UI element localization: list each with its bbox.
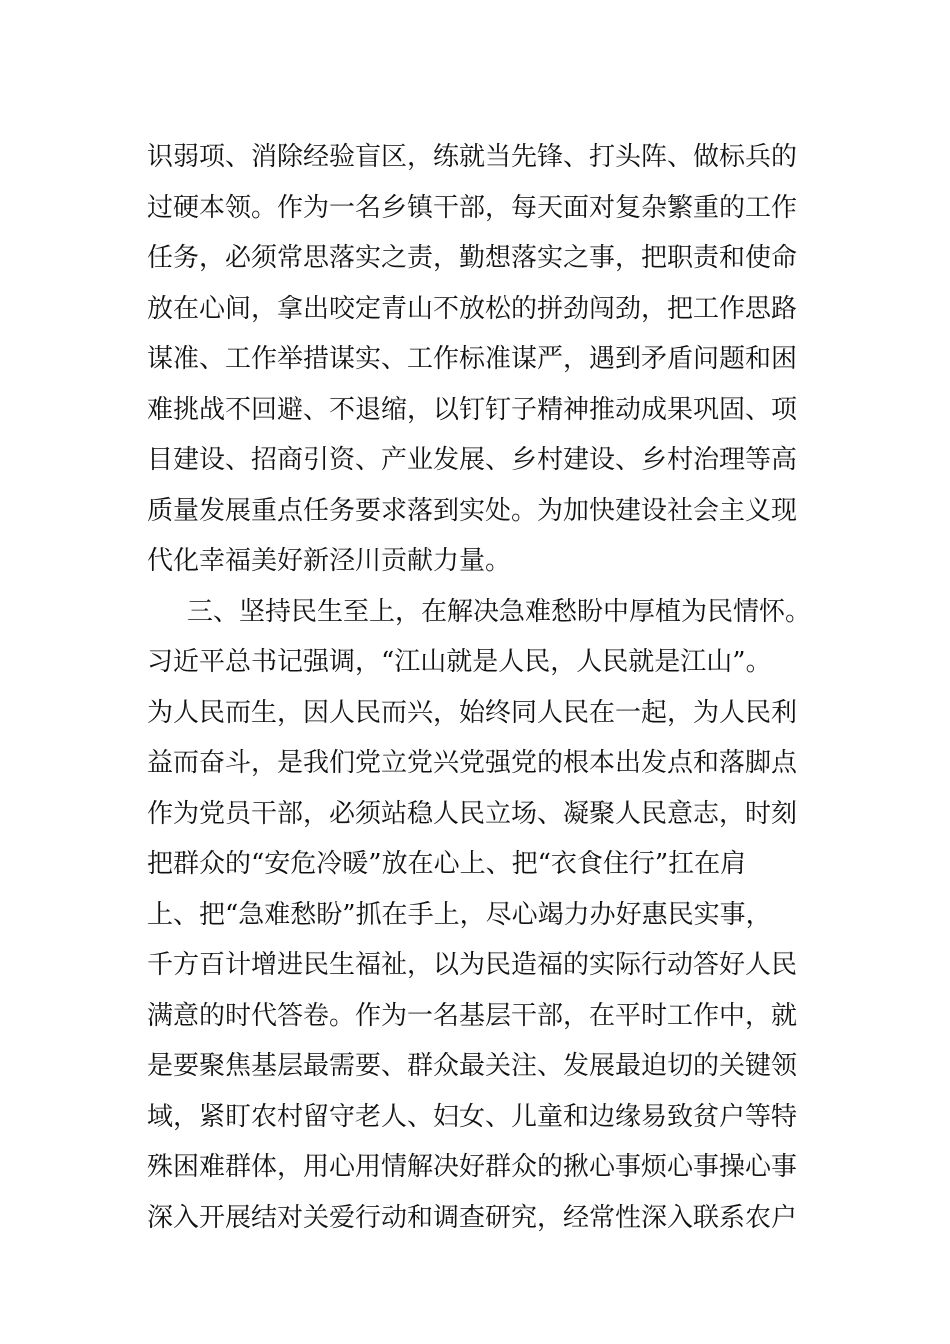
text-line: 过硬本领。作为一名乡镇干部，每天面对复杂繁重的工作	[147, 192, 798, 223]
text-line: 深入开展结对关爱行动和调查研究，经常性深入联系农户	[147, 1202, 798, 1233]
text-line: 谋准、工作举措谋实、工作标准谋严，遇到矛盾问题和困	[147, 344, 798, 374]
text-line: 千方百计增进民生福祉，以为民造福的实际行动答好人民	[147, 950, 798, 980]
text-line: 益而奋斗，是我们党立党兴党强党的根本出发点和落脚点	[147, 748, 798, 778]
text-line: 难挑战不回避、不退缩，以钉钉子精神推动成果巩固、项	[147, 394, 798, 425]
text-line: 为人民而生，因人民而兴，始终同人民在一起，为人民利	[147, 697, 798, 728]
text-line: 目建设、招商引资、产业发展、乡村建设、乡村治理等高	[147, 445, 798, 475]
text-line: 满意的时代答卷。作为一名基层干部，在平时工作中，就	[147, 1000, 798, 1031]
text-line: 域，紧盯农村留守老人、妇女、儿童和边缘易致贫户等特	[147, 1101, 798, 1132]
text-line: 代化幸福美好新泾川贡献力量。	[147, 546, 512, 576]
text-line: 质量发展重点任务要求落到实处。为加快建设社会主义现	[147, 495, 798, 526]
text-line: 识弱项、消除经验盲区，练就当先锋、打头阵、做标兵的	[147, 142, 798, 172]
text-line: 是要聚焦基层最需要、群众最关注、发展最迫切的关键领	[147, 1051, 798, 1081]
text-line: 殊困难群体，用心用情解决好群众的揪心事烦心事操心事	[147, 1152, 798, 1182]
body-text	[147, 132, 827, 1243]
text-line: 作为党员干部，必须站稳人民立场、凝聚人民意志，时刻	[147, 798, 798, 829]
text-line: 任务，必须常思落实之责，勤想落实之事，把职责和使命	[147, 243, 798, 273]
section-heading-line: 三、坚持民生至上，在解决急难愁盼中厚植为民情怀。	[187, 596, 812, 627]
text-line: 把群众的“安危冷暖”放在心上、把“衣食住行”扛在肩	[147, 849, 747, 879]
text-line: 上、把“急难愁盼”抓在手上，尽心竭力办好惠民实事，	[147, 899, 772, 930]
text-line: 习近平总书记强调，“江山就是人民，人民就是江山”。	[147, 647, 772, 677]
text-line: 放在心间，拿出咬定青山不放松的拼劲闯劲，把工作思路	[147, 293, 798, 324]
